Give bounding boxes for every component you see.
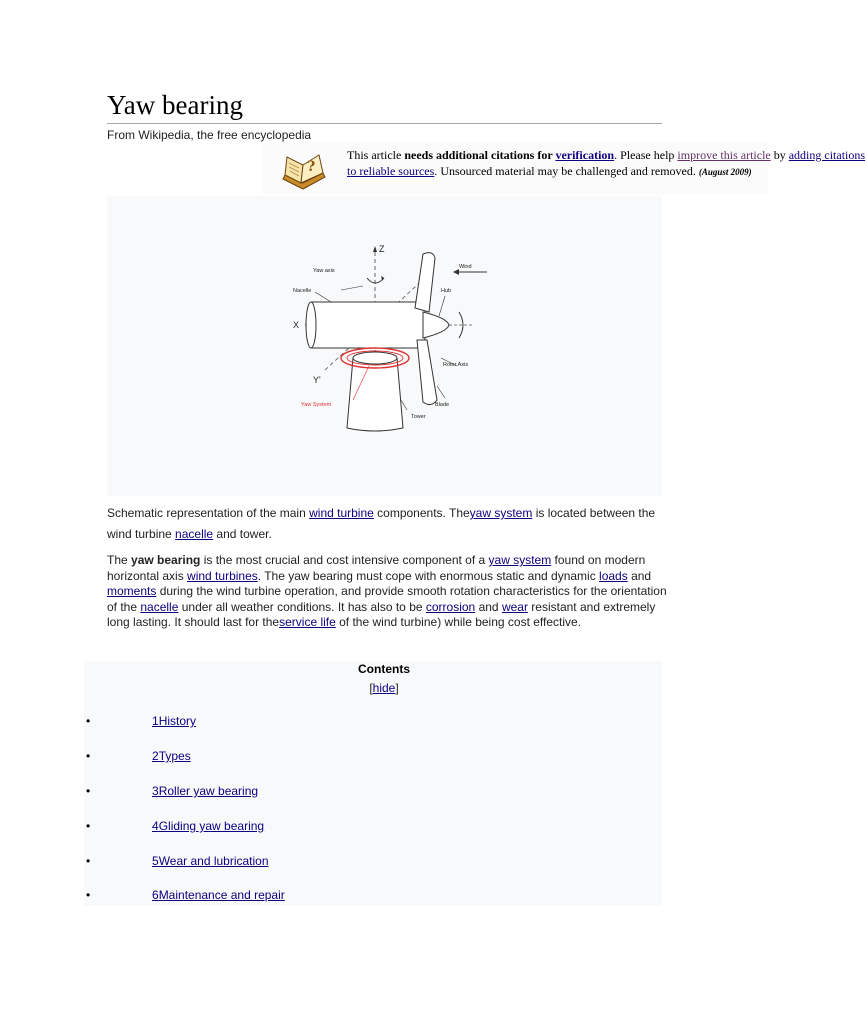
label-blade: Blade: [435, 402, 450, 408]
toc-text: Wear and lubrication: [158, 854, 269, 868]
adding-citations-link[interactable]: adding citations to reliable sources: [347, 148, 866, 178]
toc-bracket: [: [369, 681, 373, 695]
label-z: Z: [379, 244, 385, 254]
toc-link-maintenance-and-repair[interactable]: [152, 888, 285, 902]
toc-item: [84, 888, 662, 908]
toc-text: Gliding yaw bearing: [158, 819, 265, 833]
yaw-bearing-diagram: [287, 240, 507, 440]
wind-turbine-link[interactable]: wind turbine: [309, 506, 374, 520]
toc-item: [84, 854, 662, 874]
toc-number: 3: [152, 784, 159, 798]
intro-text: . The yaw bearing must cope with enormous static and dynamic: [257, 568, 600, 583]
bullet: •: [86, 888, 91, 902]
intro-text: under all weather conditions. It has also to be: [178, 599, 426, 614]
label-hub: Hub: [441, 288, 452, 294]
verification-link[interactable]: verification: [555, 148, 615, 162]
toc-item: [84, 749, 662, 769]
label-y: Y': [313, 375, 321, 385]
toc-text: Roller yaw bearing: [158, 784, 259, 798]
table-of-contents: [84, 661, 662, 906]
notice-text-part: by: [770, 148, 789, 162]
toc-text: Maintenance and repair: [158, 888, 285, 902]
toc-link-history[interactable]: [152, 714, 196, 728]
notice-date: (August 2009): [698, 167, 752, 177]
toc-text: History: [158, 714, 197, 728]
intro-text: and: [475, 599, 502, 614]
improve-article-link[interactable]: improve this article: [677, 148, 771, 162]
nacelle-link[interactable]: nacelle: [175, 527, 214, 541]
book-question-icon: [279, 149, 329, 193]
citation-notice: [262, 143, 866, 195]
label-tower: Tower: [411, 414, 426, 420]
intro-bold: yaw bearing: [131, 553, 201, 567]
caption-text: components. The: [373, 506, 470, 520]
toc-item: [84, 784, 662, 804]
page-title: Yaw bearing: [107, 90, 662, 124]
yaw-system-link[interactable]: yaw system: [469, 506, 533, 520]
caption-text: is located between the wind turbine: [107, 506, 656, 541]
label-wind: Wind: [459, 264, 472, 270]
toc-link-wear-and-lubrication[interactable]: [152, 854, 269, 868]
figure-thumbnail[interactable]: [107, 196, 662, 496]
toc-bracket: ]: [395, 681, 399, 695]
bullet: •: [86, 854, 91, 868]
intro-text: of the wind turbine) while being cost effective.: [335, 615, 582, 630]
toc-number: 4: [152, 819, 159, 833]
toc-link-gliding-yaw-bearing[interactable]: [152, 819, 264, 833]
intro-paragraph: [107, 553, 667, 631]
label-nacelle: Nacelle: [293, 288, 312, 294]
intro-text: during the wind turbine operation, and provide smooth rotation characteristics for the orientation of the: [107, 584, 667, 614]
intro-text: is the most crucial and cost intensive component of a: [200, 553, 489, 567]
notice-text-part: . Please help: [614, 148, 678, 162]
wear-link[interactable]: wear: [501, 599, 528, 614]
intro-text: and: [627, 568, 652, 583]
intro-text: The: [107, 553, 132, 567]
toc-hide-link[interactable]: hide: [372, 681, 396, 695]
label-yaw-axis: Yaw axis: [313, 268, 335, 274]
toc-number: 5: [152, 854, 159, 868]
toc-text: Types: [158, 749, 191, 763]
caption-text: Schematic representation of the main: [107, 506, 310, 520]
bullet: •: [86, 784, 91, 798]
label-x: X: [293, 320, 300, 330]
caption-text: and tower.: [213, 527, 272, 541]
toc-item: [84, 819, 662, 839]
toc-toggle: [84, 681, 684, 695]
toc-link-types[interactable]: [152, 749, 191, 763]
toc-item: [84, 714, 662, 734]
toc-number: 2: [152, 749, 159, 763]
figure-caption: [107, 503, 667, 545]
notice-text-part: This article: [347, 148, 405, 162]
label-rotor-axis: Rotor Axis: [443, 362, 469, 368]
yaw-system-link[interactable]: yaw system: [488, 553, 552, 567]
bullet: •: [86, 714, 91, 728]
moments-link[interactable]: moments: [107, 584, 157, 599]
toc-number: 6: [152, 888, 159, 902]
label-yaw-system: Yaw System: [301, 402, 332, 408]
bullet: •: [86, 749, 91, 763]
svg-text:?: ?: [307, 159, 316, 175]
bullet: •: [86, 819, 91, 833]
notice-text: [347, 147, 867, 180]
tagline: From Wikipedia, the free encyclopedia: [107, 128, 312, 142]
loads-link[interactable]: loads: [599, 568, 628, 583]
toc-title: Contents: [358, 662, 410, 676]
wind-turbines-link[interactable]: wind turbines: [187, 568, 258, 583]
service-life-link[interactable]: service life: [279, 615, 336, 630]
notice-bold: needs additional citations for: [404, 148, 556, 162]
intro-text: found on modern horizontal axis: [107, 553, 646, 583]
toc-number: 1: [152, 714, 159, 728]
toc-link-roller-yaw-bearing[interactable]: [152, 784, 258, 798]
corrosion-link[interactable]: corrosion: [425, 599, 476, 614]
notice-text-part: . Unsourced material may be challenged and removed.: [434, 164, 696, 178]
nacelle-link[interactable]: nacelle: [140, 599, 179, 614]
intro-text: resistant and extremely long lasting. It should last for the: [107, 599, 656, 630]
